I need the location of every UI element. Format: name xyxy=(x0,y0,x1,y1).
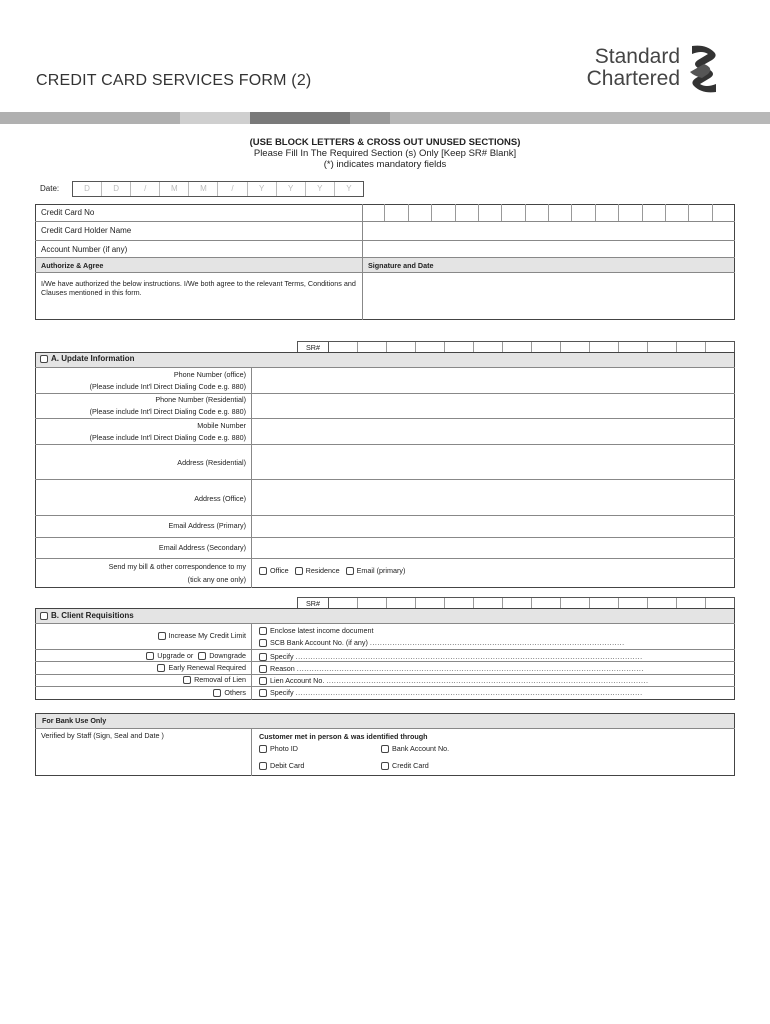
scb-account-row xyxy=(259,638,729,647)
others-row xyxy=(36,688,246,697)
photo-id-checkbox-icon[interactable] xyxy=(259,745,267,753)
section-b-header xyxy=(36,609,734,623)
office-option-label: Office xyxy=(270,566,289,575)
early-renewal-row xyxy=(36,663,246,672)
section-a-header xyxy=(36,353,734,367)
address-res-label: Address (Residential) xyxy=(177,458,246,467)
date-cell: Y xyxy=(346,184,352,193)
account-number-input[interactable] xyxy=(363,241,734,257)
upgrade-label: Upgrade or xyxy=(157,651,194,660)
section-b-title: B. Client Requisitions xyxy=(51,611,134,620)
signature-area[interactable] xyxy=(363,273,734,319)
removal-lien-label: Removal of Lien xyxy=(194,675,246,684)
date-cell: / xyxy=(218,182,247,196)
residence-option-label: Residence xyxy=(305,566,340,575)
date-cell: D xyxy=(73,182,102,196)
tick-one-label: (tick any one only) xyxy=(187,574,246,584)
address-office-input[interactable] xyxy=(252,480,734,515)
enclose-income-label: Enclose latest income document xyxy=(270,626,374,635)
specify2-label: Specify xyxy=(270,688,294,697)
enclose-income-checkbox-icon[interactable] xyxy=(259,627,267,635)
scb-account-checkbox-icon[interactable] xyxy=(259,639,267,647)
section-b-title-row[interactable] xyxy=(40,611,134,620)
header-stripe-segment-1 xyxy=(0,112,180,124)
instructions xyxy=(0,137,770,170)
debit-card-label: Debit Card xyxy=(270,761,305,770)
specify2-input[interactable]: ........................................................................................................................................... xyxy=(295,688,643,697)
authorize-label: Authorize & Agree xyxy=(41,261,104,270)
verified-label: Verified by Staff (Sign, Seal and Date ) xyxy=(41,731,164,740)
debit-card-row xyxy=(259,761,304,770)
specify-checkbox-icon[interactable] xyxy=(259,653,267,661)
brand-line-1: Standard xyxy=(594,45,680,68)
bank-account-label: Bank Account No. xyxy=(392,744,450,753)
sr-label: SR# xyxy=(298,598,329,609)
brand-name xyxy=(556,46,680,90)
downgrade-label: Downgrade xyxy=(209,651,246,660)
credit-card-label: Credit Card xyxy=(392,761,429,770)
page-title: CREDIT CARD SERVICES FORM (2) xyxy=(36,72,312,89)
instruction-line-2: Please Fill In The Required Section (s) Only [Keep SR# Blank] xyxy=(253,148,517,159)
removal-lien-checkbox-icon[interactable] xyxy=(183,676,191,684)
card-number-input[interactable] xyxy=(362,204,735,221)
phone-office-label: Phone Number (office) xyxy=(173,370,246,379)
holder-name-label: Credit Card Holder Name xyxy=(41,226,132,235)
scb-account-input[interactable]: ...................................................................................................... xyxy=(369,638,625,647)
address-res-input[interactable] xyxy=(252,445,734,479)
reason-checkbox-icon[interactable] xyxy=(259,665,267,673)
bank-use-title: For Bank Use Only xyxy=(42,716,107,725)
bank-use-header xyxy=(36,714,734,728)
lien-account-input[interactable]: ................................................................................................................................. xyxy=(326,676,649,685)
photo-id-row xyxy=(259,744,298,753)
bank-account-row xyxy=(381,744,449,753)
holder-name-input[interactable] xyxy=(363,222,734,239)
downgrade-checkbox-icon[interactable] xyxy=(198,652,206,660)
email-secondary-input[interactable] xyxy=(252,538,734,558)
debit-card-checkbox-icon[interactable] xyxy=(259,762,267,770)
photo-id-label: Photo ID xyxy=(270,744,298,753)
early-renewal-checkbox-icon[interactable] xyxy=(157,664,165,672)
mobile-input[interactable] xyxy=(252,419,734,444)
scb-account-label: SCB Bank Account No. (if any) xyxy=(270,638,368,647)
enclose-income-row xyxy=(259,626,373,635)
section-a-title-row[interactable] xyxy=(40,354,135,363)
phone-office-note: (Please include Int'l Direct Dialing Code e.g. 880) xyxy=(89,381,246,391)
specify2-row xyxy=(259,688,729,697)
phone-res-label-group xyxy=(36,394,246,417)
removal-lien-row xyxy=(36,675,246,684)
specify-input[interactable]: ........................................................................................................................................... xyxy=(295,652,643,661)
date-cell: M xyxy=(160,182,189,196)
lien-account-checkbox-icon[interactable] xyxy=(259,677,267,685)
residence-checkbox-icon[interactable] xyxy=(295,567,303,575)
credit-card-checkbox-icon[interactable] xyxy=(381,762,389,770)
increase-limit-checkbox-icon[interactable] xyxy=(158,632,166,640)
header-stripe-segment-4 xyxy=(390,112,770,124)
standard-chartered-logo-icon xyxy=(684,42,724,96)
phone-res-input[interactable] xyxy=(252,394,734,418)
sr-label: SR# xyxy=(298,342,329,353)
email-primary-label: Email Address (Primary) xyxy=(168,521,246,530)
specify-label: Specify xyxy=(270,652,294,661)
header-stripe-segment-3 xyxy=(350,112,390,124)
increase-limit-row xyxy=(36,631,246,640)
others-checkbox-icon[interactable] xyxy=(213,689,221,697)
date-label: Date: xyxy=(40,184,60,193)
authorize-text: I/We have authorized the below instructions. I/We both agree to the relevant Terms, Conditions and Clauses mentioned in this form. xyxy=(41,279,356,297)
date-cell: / xyxy=(131,182,160,196)
phone-office-input[interactable] xyxy=(252,368,734,393)
instruction-line-3: (*) indicates mandatory fields xyxy=(323,159,447,170)
send-bill-label-group xyxy=(36,561,246,586)
correspondence-options xyxy=(259,566,405,575)
brand-line-2: Chartered xyxy=(586,67,680,90)
card-number-label: Credit Card No xyxy=(41,208,95,217)
lien-account-label: Lien Account No. xyxy=(270,676,325,685)
bank-account-checkbox-icon[interactable] xyxy=(381,745,389,753)
mobile-label-group xyxy=(36,420,246,443)
address-office-label: Address (Office) xyxy=(194,494,246,503)
email-secondary-label: Email Address (Secondary) xyxy=(158,543,246,552)
email-primary-input[interactable] xyxy=(252,516,734,537)
upgrade-downgrade-row xyxy=(36,651,246,660)
others-label: Others xyxy=(224,688,246,697)
checkbox-icon[interactable] xyxy=(40,612,48,620)
section-a-title: A. Update Information xyxy=(51,354,135,363)
date-cell: Y xyxy=(248,182,277,196)
lien-account-row xyxy=(259,676,729,685)
account-number-label: Account Number (if any) xyxy=(41,245,128,254)
reason-input[interactable]: ........................................................................................................................................... xyxy=(296,664,644,673)
email-checkbox-icon[interactable] xyxy=(346,567,354,575)
reason-label: Reason xyxy=(270,664,295,673)
phone-res-note: (Please include Int'l Direct Dialing Code e.g. 880) xyxy=(89,406,246,416)
upgrade-checkbox-icon[interactable] xyxy=(146,652,154,660)
date-cell: M xyxy=(189,182,218,196)
signature-label: Signature and Date xyxy=(368,261,434,270)
reason-row xyxy=(259,664,729,673)
header-stripe xyxy=(0,112,770,124)
email-option-label: Email (primary) xyxy=(356,566,406,575)
date-cell: Y xyxy=(277,182,306,196)
instruction-line-1: (USE BLOCK LETTERS & CROSS OUT UNUSED SECTIONS) xyxy=(249,137,521,148)
phone-res-label: Phone Number (Residential) xyxy=(155,395,246,404)
customer-met-label: Customer met in person & was identified through xyxy=(259,732,428,741)
mobile-note: (Please include Int'l Direct Dialing Code e.g. 880) xyxy=(89,432,246,442)
date-field[interactable] xyxy=(72,181,364,197)
checkbox-icon[interactable] xyxy=(40,355,48,363)
mobile-label: Mobile Number xyxy=(197,421,246,430)
increase-limit-label: Increase My Credit Limit xyxy=(168,631,246,640)
office-checkbox-icon[interactable] xyxy=(259,567,267,575)
header-stripe-segment-2 xyxy=(250,112,350,124)
phone-office-label-group xyxy=(36,369,246,392)
date-cell: D xyxy=(102,182,131,196)
specify2-checkbox-icon[interactable] xyxy=(259,689,267,697)
date-cell: Y xyxy=(306,182,335,196)
specify-row xyxy=(259,652,729,661)
early-renewal-label: Early Renewal Required xyxy=(168,663,246,672)
credit-card-row xyxy=(381,761,429,770)
send-bill-label: Send my bill & other correspondence to my xyxy=(108,562,246,571)
